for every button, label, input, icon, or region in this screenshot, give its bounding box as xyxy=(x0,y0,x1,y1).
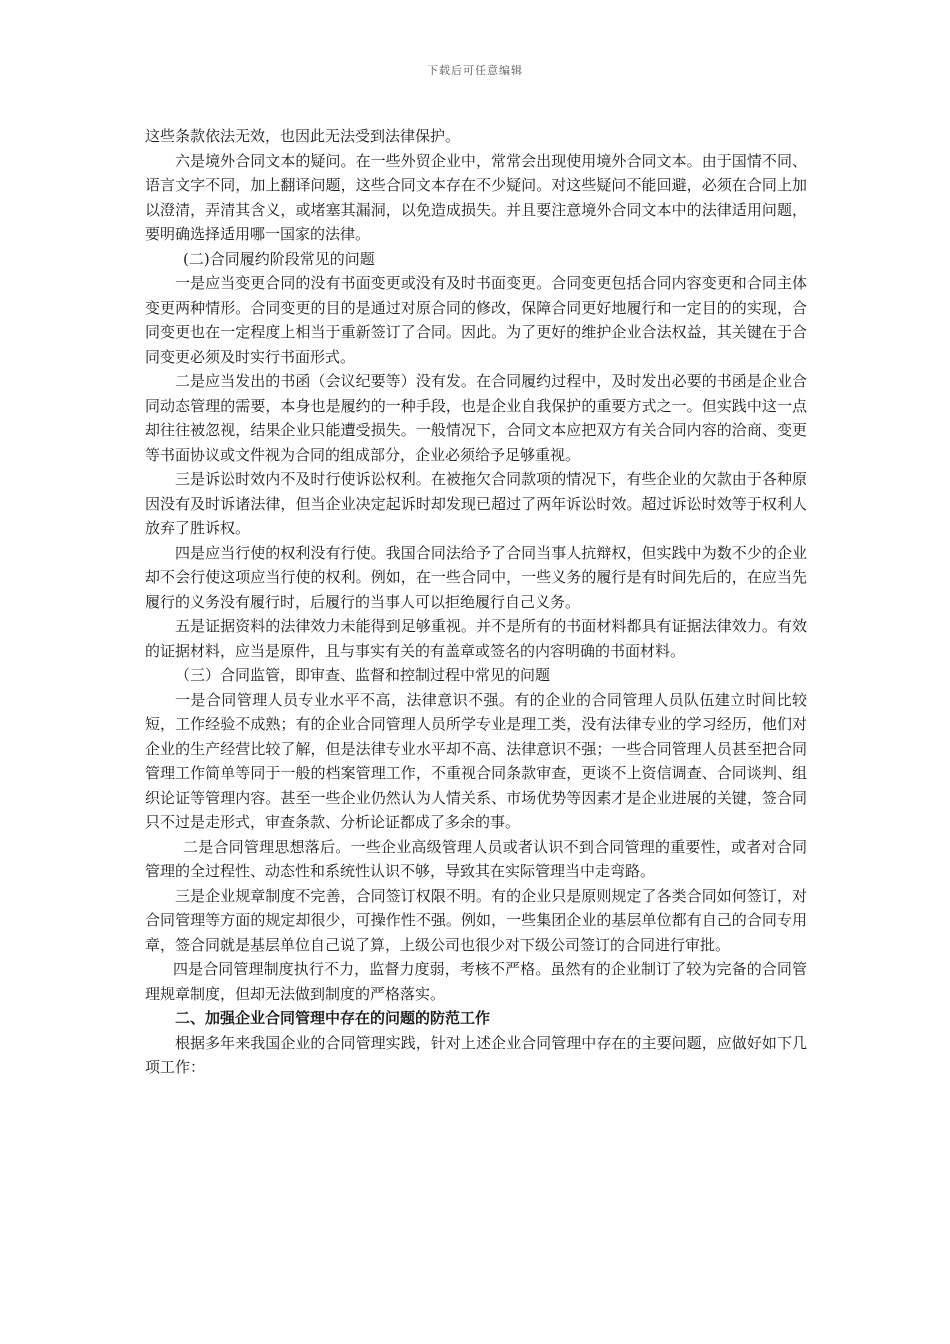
section-heading: （三）合同监管，即审查、监督和控制过程中常见的问题 xyxy=(175,666,551,684)
paragraph: 三是诉讼时效内不及时行使诉讼权利。在被拖欠合同款项的情况下，有些企业的欠款由于各种原因没有及时诉诸法律，但当企业决定起诉时却发现已超过了两年诉讼时效。超过诉讼时效等于权利人放弃了胜诉权。 xyxy=(145,470,807,537)
paragraph: 根据多年来我国企业的合同管理实践，针对上述企业合同管理中存在的主要问题，应做好如下几项工作： xyxy=(145,1033,807,1076)
paragraph: 一是应当变更合同的没有书面变更或没有及时书面变更。合同变更包括合同内容变更和合同主体变更两种情形。合同变更的目的是通过对原合同的修改，保障合同更好地履行和一定目的的实现，合同变更也在一定程度上相当于重新签订了合同。因此。为了更好的维护企业合法权益，其关键在于合同变更必须及时实行书面形式。 xyxy=(145,274,807,366)
document-body xyxy=(145,124,807,1080)
page-header: 下载后可任意编辑 xyxy=(427,64,523,77)
section-heading: (二)合同履约阶段常见的问题 xyxy=(183,249,375,268)
paragraph: 二是应当发出的书函（会议纪要等）没有发。在合同履约过程中，及时发出必要的书函是企业合同动态管理的需要，本身也是履约的一种手段，也是企业自我保护的重要方式之一。但实践中这一点却往往被忽视，结果企业只能遭受损失。一般情况下，合同文本应把双方有关合同内容的洽商、变更等书面协议或文件视为合同的组成部分，企业必须给予足够重视。 xyxy=(145,372,807,464)
chapter-heading: 二、加强企业合同管理中存在的问题的防范工作 xyxy=(175,1009,491,1027)
paragraph: 五是证据资料的法律效力未能得到足够重视。并不是所有的书面材料都具有证据法律效力。有效的证据材料，应当是原件，且与事实有关的有盖章或签名的内容明确的书面材料。 xyxy=(145,617,807,660)
paragraph: 这些条款依法无效，也因此无法受到法律保护。 xyxy=(145,127,461,145)
paragraph: 三是企业规章制度不完善，合同签订权限不明。有的企业只是原则规定了各类合同如何签订，对合同管理等方面的规定却很少，可操作性不强。例如，一些集团企业的基层单位都有自己的合同专用章，签合同就是基层单位自己说了算，上级公司也很少对下级公司签订的合同进行审批。 xyxy=(145,886,807,954)
paragraph: 一是合同管理人员专业水平不高，法律意识不强。有的企业的合同管理人员队伍建立时间比较短，工作经验不成熟；有的企业合同管理人员所学专业是理工类，没有法律专业的学习经历，他们对企业的生产经营比较了解，但是法律专业水平却不高、法律意识不强；一些合同管理人员甚至把合同管理工作简单等同于一般的档案管理工作，不重视合同条款审查，更谈不上资信调查、合同谈判、组织论证等管理内容。甚至一些企业仍然认为人情关系、市场优势等因素才是企业进展的关键，签合同只不过是走形式，审查条款、分析论证都成了多余的事。 xyxy=(145,690,807,831)
paragraph: 四是合同管理制度执行不力，监督力度弱，考核不严格。虽然有的企业制订了较为完备的合同管理规章制度，但却无法做到制度的严格落实。 xyxy=(145,960,807,1003)
paragraph: 四是应当行使的权利没有行使。我国合同法给予了合同当事人抗辩权，但实践中为数不少的企业却不会行使这项应当行使的权利。例如，在一些合同中，一些义务的履行是有时间先后的，在应当先履行的义务没有履行时，后履行的当事人可以拒绝履行自己义务。 xyxy=(145,543,807,611)
paragraph: 二是合同管理思想落后。一些企业高级管理人员或者认识不到合同管理的重要性，或者对合同管理的全过程性、动态性和系统性认识不够，导致其在实际管理当中走弯路。 xyxy=(145,837,807,880)
paragraph: 六是境外合同文本的疑问。在一些外贸企业中，常常会出现使用境外合同文本。由于国情不同、语言文字不同，加上翻译问题，这些合同文本存在不少疑问。对这些疑问不能回避，必须在合同上加以澄清，弄清其含义，或堵塞其漏洞，以免造成损失。并且要注意境外合同文本中的法律适用问题，要明确选择适用哪一国家的法律。 xyxy=(145,151,807,243)
